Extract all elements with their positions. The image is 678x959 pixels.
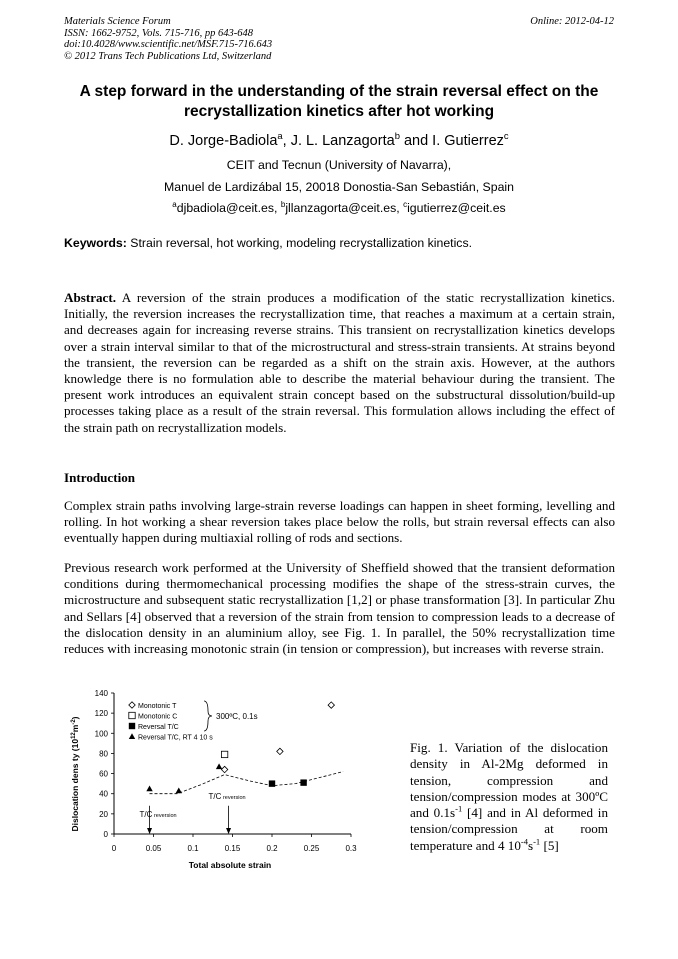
email-link[interactable]: igutierrez@ceit.es (407, 201, 506, 215)
caption-sup: -4 (520, 836, 528, 847)
x-tick-label: 0.2 (266, 844, 278, 853)
data-point (146, 785, 152, 791)
annotation-text: T/C (208, 791, 222, 801)
data-point (176, 787, 182, 793)
caption-part: Fig. 1. Variation of the dislocation density in Al-2Mg deformed in tension, compression and tension/compression modes at 300ºC and 0.1s (410, 740, 608, 821)
paper-title: A step forward in the understanding of the strain reversal effect on the recrystallization kinetics after hot working (79, 83, 599, 120)
data-point (277, 748, 283, 754)
keywords-label: Keywords: (64, 236, 127, 250)
legend-label: Monotonic T (138, 703, 177, 710)
caption-sup: -1 (455, 803, 463, 814)
x-axis-label: Total absolute strain (188, 860, 272, 870)
y-tick-label: 40 (99, 789, 108, 799)
data-point (269, 780, 275, 786)
y-axis-label (70, 716, 80, 831)
annotation-label (209, 792, 246, 801)
email-sup: c (403, 199, 408, 209)
affiliation-line-2: Manuel de Lardizábal 15, 20018 Donostia-San Sebastián, Spain (163, 180, 515, 194)
annotation-label (140, 810, 177, 819)
journal-header (64, 16, 272, 62)
annotation-subtext: reversion (221, 794, 246, 801)
author-sup: b (394, 130, 400, 142)
copyright-line: © 2012 Trans Tech Publications Ltd, Switzerland (64, 50, 272, 62)
y-tick-label: 80 (99, 749, 108, 759)
author-sup: a (277, 130, 283, 142)
y-axis-label-end: ) (70, 716, 80, 720)
email-sup: a (172, 199, 177, 209)
y-tick-label: 60 (99, 769, 108, 779)
y-tick-label: 0 (103, 830, 108, 839)
y-axis-label-main: Dislocation dens ty (10 (70, 738, 80, 832)
author-name: J. L. Lanzagorta (290, 133, 395, 149)
x-tick-label: 0.3 (345, 844, 357, 853)
legend-brace (204, 701, 212, 731)
y-tick-label: 100 (94, 729, 108, 739)
author-separator: and (399, 133, 433, 149)
author-name: D. Jorge-Badiola (169, 133, 278, 149)
paragraph: Complex strain paths involving large-strain reverse loadings can happen in sheet forming, levelling and rolling. In hot working a shear reversion takes place below the rolls, but strain reversal effects can also eventually happen during multiaxial rolling of rods and sections. (64, 498, 615, 546)
legend-marker (129, 712, 135, 718)
legend-label: Reversal T/C, RT 4 10 s (138, 734, 213, 742)
email-list: $^a$djbadiola@ceit.es, $^b$jllanzagorta@ceit.es, $^c$igutierrez@ceit.es (172, 199, 506, 215)
email-link[interactable]: jllanzagorta@ceit.es (285, 201, 397, 215)
x-tick-label: 0 (111, 844, 117, 853)
issn-line: ISSN: 1662-9752, Vols. 715-716, pp 643-648 (64, 27, 253, 39)
x-tick-label: 0.05 (145, 844, 162, 853)
affiliation-line-1: CEIT and Tecnun (University of Navarra), (226, 158, 452, 172)
paragraph: Previous research work performed at the University of Sheffield showed that the transient deformation conditions during thermomechanical processing modifies the shape of the stress-strain curves, the microstructure and subsequent static recrystallization [1,2] or phase transformation [3]. In particular Zhu and Sellars [4] observed that a reversion of the strain from tension to compression leads to a decrease of the dislocation density in an aluminium alloy, see Fig. 1. In parallel, the 50% recrystallization time reduces with increasing monotonic strain (in tension or compression), but increases with reverse strain. (64, 560, 615, 657)
data-point (328, 702, 334, 708)
author-separator: , (282, 133, 291, 149)
legend-marker (129, 733, 135, 739)
author-name: I. Gutierrez (432, 133, 504, 149)
doi-line[interactable]: doi:10.4028/www.scientific.net/MSF.715-716.643 (64, 39, 273, 50)
data-point (300, 779, 306, 785)
y-axis-label-sup: 12 (71, 732, 77, 739)
x-tick-label: 0.15 (224, 844, 241, 853)
legend-label: Reversal T/C (138, 724, 179, 731)
figure-1-chart (64, 686, 364, 882)
abstract-label: Abstract. (64, 290, 116, 305)
data-point (221, 751, 227, 757)
y-axis-label-unit: m (70, 724, 80, 733)
author-sup: c (503, 130, 509, 142)
email-link[interactable]: djbadiola@ceit.es (176, 201, 275, 215)
annotation-arrow-head (147, 828, 152, 834)
legend-condition: 300ºC, 0.1s (216, 712, 258, 721)
journal-name: Materials Science Forum (64, 16, 171, 27)
chart-legend (129, 701, 258, 742)
data-point (221, 766, 227, 772)
legend-marker (129, 723, 135, 729)
caption-sup: -1 (533, 836, 541, 847)
legend-label: Monotonic C (138, 713, 178, 721)
keywords (64, 236, 472, 250)
abstract-text: A reversion of the strain produces a modification of the static recrystallization kinetics. Initially, the reversion increases the recrystallization time, that reaches a maximum at a certain strain, and decreases again for increasing reverse strains. This transient on recrystallization kinetics develops over a strain interval similar to that of the microstructural and stress-strain transients. At strains beyond the transient, the reversion can be regarded as a shift on the strain axis. However, at the authors knowledge there is no formulation able to describe the material behaviour during the transient. The present work introduces an equivalent strain concept based on the substructural dissolution/build-up processes taking place as a result of the strain reversal. This formulation allows including the effect of the strain path on recrystallization models. (64, 290, 615, 435)
online-date: Online: 2012-04-12 (530, 16, 614, 27)
y-tick-label: 20 (99, 809, 108, 819)
section-heading: Introduction (64, 470, 136, 485)
caption-part: s (527, 837, 534, 853)
caption-part: [5] (540, 837, 559, 853)
abstract (64, 290, 615, 436)
annotation-subtext: reversion (152, 812, 177, 819)
caption-part: [4] and in Al deformed in tension/compression at room temperature and 4 10 (410, 805, 608, 853)
data-point (216, 763, 222, 769)
email-sup: b (280, 199, 286, 209)
legend-marker (129, 702, 135, 708)
annotation-text: T/C (139, 809, 153, 819)
chart-annotations (140, 792, 246, 834)
keywords-text: Strain reversal, hot working, modeling recrystallization kinetics. (130, 236, 473, 250)
figure-caption (410, 740, 608, 854)
x-tick-label: 0.1 (187, 844, 199, 853)
y-tick-label: 140 (94, 689, 108, 698)
y-tick-label: 120 (94, 709, 108, 719)
annotation-arrow-head (226, 828, 231, 834)
x-tick-label: 0.25 (303, 844, 320, 853)
y-axis-label-sup: -2 (71, 719, 77, 725)
author-list (0, 130, 678, 149)
